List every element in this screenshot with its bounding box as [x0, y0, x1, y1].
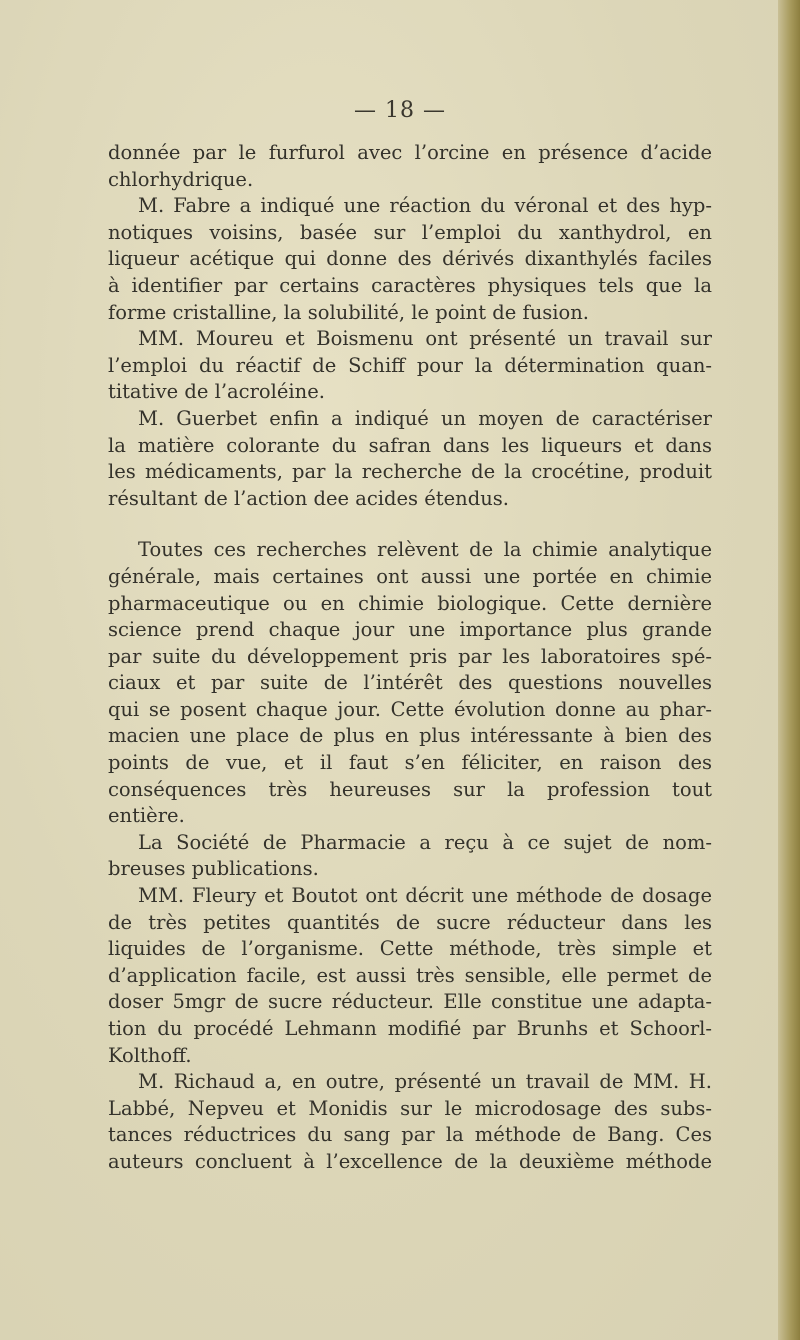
text-line: entière. — [108, 804, 185, 828]
text-line: auteurs concluent à l’excellence de la deuxième méthode — [108, 1149, 712, 1173]
text-line: conséquences très heureuses sur la profession tout — [108, 777, 712, 801]
text-line: l’emploi du réactif de Schiff pour la détermination quan- — [108, 353, 712, 377]
text-line: les médicaments, par la recherche de la crocétine, produit — [108, 460, 712, 484]
text-line: points de vue, et il faut s’en féliciter, en raison des — [108, 751, 712, 775]
body-text — [108, 140, 712, 1176]
text-line: la matière colorante du safran dans les liqueurs et dans — [108, 433, 712, 457]
text-line: chlorhydrique. — [108, 167, 254, 191]
text-line: liquides de l’organisme. Cette méthode, très simple et — [108, 937, 712, 961]
text-line: doser 5mgr de sucre réducteur. Elle constitue une adapta- — [108, 990, 712, 1014]
text-line: notiques voisins, basée sur l’emploi du xanthydrol, en — [108, 220, 712, 244]
text-line: Kolthoff. — [108, 1043, 192, 1067]
text-line: titative de l’acroléine. — [108, 380, 325, 404]
text-line: résultant de l’action dee acides étendus. — [108, 486, 509, 510]
text-line: pharmaceutique ou en chimie biologique. Cette dernière — [108, 591, 712, 615]
page-edge — [778, 0, 800, 1340]
text-line: ciaux et par suite de l’intérêt des questions nouvelles — [108, 671, 712, 695]
text-line: forme cristalline, la solubilité, le point de fusion. — [108, 300, 589, 324]
text-line: tion du procédé Lehmann modifié par Brunhs et Schoorl- — [108, 1017, 712, 1040]
text-line: macien une place de plus en plus intéressante à bien des — [108, 724, 712, 748]
text-line: Labbé, Nepveu et Monidis sur le microdosage des subs- — [108, 1096, 712, 1120]
text-line: MM. Moureu et Boismenu ont présenté un travail sur — [138, 327, 712, 351]
text-line: de très petites quantités de sucre réducteur dans les — [108, 910, 712, 934]
text-line: d’application facile, est aussi très sensible, elle permet de — [108, 963, 712, 987]
text-line: générale, mais certaines ont aussi une portée en chimie — [108, 564, 712, 588]
text-line: à identifier par certains caractères physiques tels que la — [108, 273, 712, 297]
text-line: MM. Fleury et Boutot ont décrit une méthode de dosage — [138, 884, 712, 908]
text-line: qui se posent chaque jour. Cette évolution donne au phar- — [108, 697, 712, 721]
text-line: tances réductrices du sang par la méthode de Bang. Ces — [108, 1123, 712, 1147]
text-line: Toutes ces recherches relèvent de la chimie analytique — [138, 538, 712, 562]
paragraph-gap — [108, 512, 712, 537]
page-number: — 18 — — [354, 98, 446, 123]
text-line: par suite du développement pris par les laboratoires spé- — [108, 644, 712, 668]
text-line: M. Richaud a, en outre, présenté un travail de MM. H. — [138, 1070, 712, 1094]
text-line: M. Guerbet enfin a indiqué un moyen de caractériser — [138, 406, 712, 430]
text-line: donnée par le furfurol avec l’orcine en présence d’acide — [108, 141, 712, 164]
text-line: M. Fabre a indiqué une réaction du véronal et des hyp- — [138, 194, 712, 218]
text-line: science prend chaque jour une importance plus grande — [108, 618, 712, 642]
text-line: liqueur acétique qui donne des dérivés dixanthylés faciles — [108, 247, 712, 271]
text-line: breuses publications. — [108, 857, 319, 881]
text-line: La Société de Pharmacie a reçu à ce sujet de nom- — [138, 830, 712, 854]
